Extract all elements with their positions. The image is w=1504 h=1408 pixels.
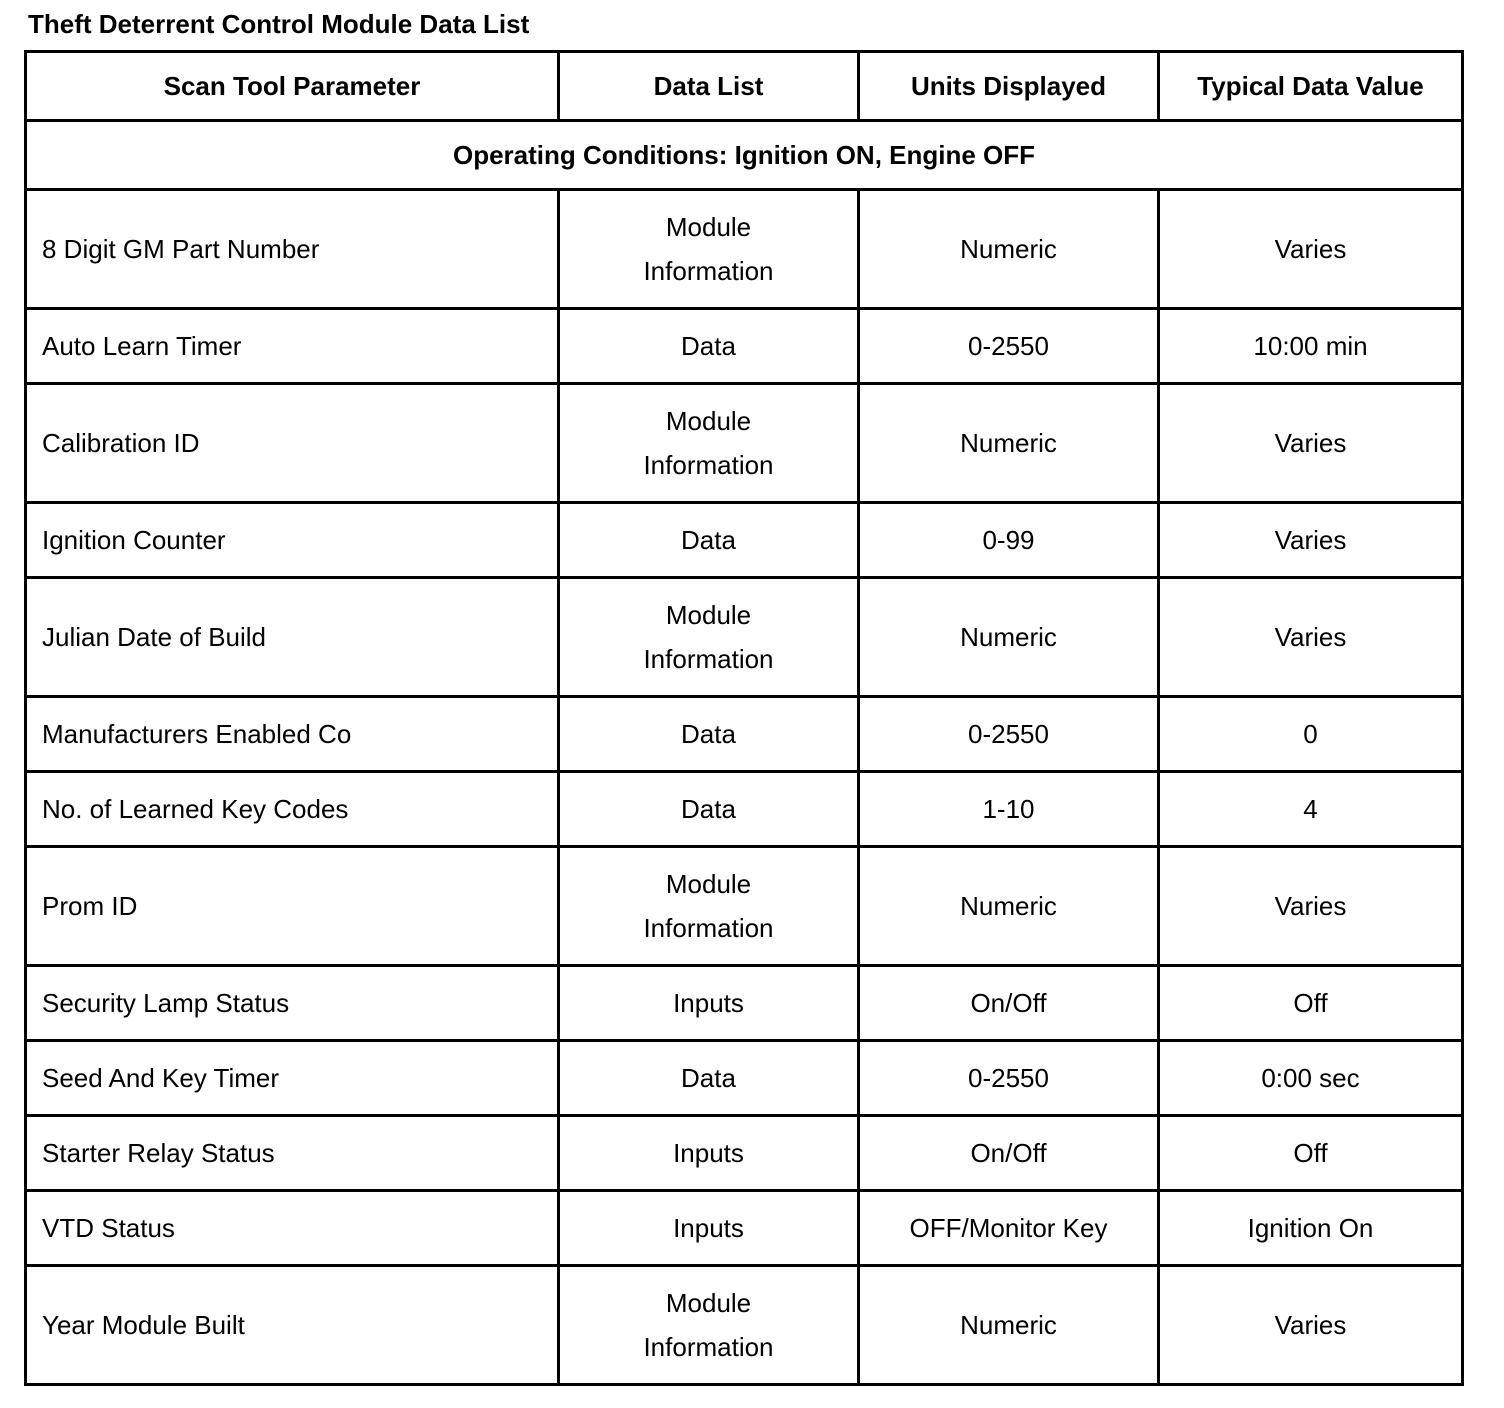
cell-typical-value: Varies [1159,1266,1463,1385]
cell-typical-value: Ignition On [1159,1191,1463,1266]
cell-units: On/Off [859,966,1159,1041]
cell-units: 1-10 [859,772,1159,847]
data-list-line: Data [681,794,736,824]
table-row [26,1116,1463,1191]
data-list-line: Inputs [673,1138,744,1168]
cell-units: OFF/Monitor Key [859,1191,1159,1266]
cell-parameter: Ignition Counter [26,503,559,578]
data-list-line: Information [643,644,774,674]
cell-parameter: Seed And Key Timer [26,1041,559,1116]
operating-conditions: Operating Conditions: Ignition ON, Engine OFF [26,121,1463,190]
data-list-line: Information [643,913,774,943]
table-header-row [26,52,1463,121]
cell-typical-value: 0:00 sec [1159,1041,1463,1116]
data-list-line: Inputs [673,1213,744,1243]
header-data-list: Data List [559,52,859,121]
table-body [26,121,1463,1385]
cell-data-list [559,772,859,847]
table-row [26,1266,1463,1385]
cell-parameter: Manufacturers Enabled Co [26,697,559,772]
cell-parameter: No. of Learned Key Codes [26,772,559,847]
cell-parameter: Julian Date of Build [26,578,559,697]
cell-data-list [559,578,859,697]
cell-data-list [559,1191,859,1266]
document-title: Theft Deterrent Control Module Data List [28,9,530,39]
data-list-line: Information [643,450,774,480]
cell-parameter: Starter Relay Status [26,1116,559,1191]
data-list-line: Data [681,719,736,749]
cell-data-list [559,503,859,578]
cell-typical-value: Varies [1159,578,1463,697]
table-row [26,503,1463,578]
cell-units: 0-2550 [859,697,1159,772]
cell-data-list [559,1116,859,1191]
header-typical-data-value: Typical Data Value [1159,52,1463,121]
header-units-displayed: Units Displayed [859,52,1159,121]
cell-units: On/Off [859,1116,1159,1191]
cell-units: Numeric [859,1266,1159,1385]
table-row [26,966,1463,1041]
data-list-line: Module [665,406,752,436]
cell-data-list [559,966,859,1041]
cell-units: 0-99 [859,503,1159,578]
data-list-line: Information [643,1332,774,1362]
cell-data-list [559,697,859,772]
data-list-line: Data [681,525,736,555]
cell-typical-value: Off [1159,1116,1463,1191]
cell-typical-value: Varies [1159,384,1463,503]
data-list-line: Information [643,256,774,286]
data-list-table [24,50,1464,1386]
cell-typical-value: Varies [1159,847,1463,966]
cell-units: Numeric [859,190,1159,309]
cell-parameter: 8 Digit GM Part Number [26,190,559,309]
data-list-line: Data [681,331,736,361]
cell-parameter: Calibration ID [26,384,559,503]
cell-units: 0-2550 [859,1041,1159,1116]
cell-typical-value: 10:00 min [1159,309,1463,384]
cell-parameter: Security Lamp Status [26,966,559,1041]
cell-data-list [559,847,859,966]
data-list-line: Data [681,1063,736,1093]
data-list-line: Inputs [673,988,744,1018]
table-row [26,190,1463,309]
cell-parameter: VTD Status [26,1191,559,1266]
cell-parameter: Year Module Built [26,1266,559,1385]
cell-data-list [559,190,859,309]
cell-data-list [559,1041,859,1116]
table-row [26,772,1463,847]
header-scan-tool-parameter: Scan Tool Parameter [26,52,559,121]
table-row [26,309,1463,384]
data-list-line: Module [665,600,752,630]
table-row [26,1191,1463,1266]
cell-typical-value: 0 [1159,697,1463,772]
cell-typical-value: Varies [1159,503,1463,578]
data-list-line: Module [665,869,752,899]
cell-typical-value: Varies [1159,190,1463,309]
cell-parameter: Auto Learn Timer [26,309,559,384]
cell-typical-value: 4 [1159,772,1463,847]
table-row [26,847,1463,966]
cell-units: Numeric [859,384,1159,503]
table-row [26,1041,1463,1116]
cell-data-list [559,384,859,503]
cell-parameter: Prom ID [26,847,559,966]
cell-units: Numeric [859,578,1159,697]
table-row [26,384,1463,503]
cell-typical-value: Off [1159,966,1463,1041]
table-row [26,578,1463,697]
cell-units: 0-2550 [859,309,1159,384]
operating-conditions-row [26,121,1463,190]
cell-units: Numeric [859,847,1159,966]
data-list-line: Module [665,212,752,242]
table-row [26,697,1463,772]
data-list-line: Module [665,1288,752,1318]
cell-data-list [559,1266,859,1385]
cell-data-list [559,309,859,384]
